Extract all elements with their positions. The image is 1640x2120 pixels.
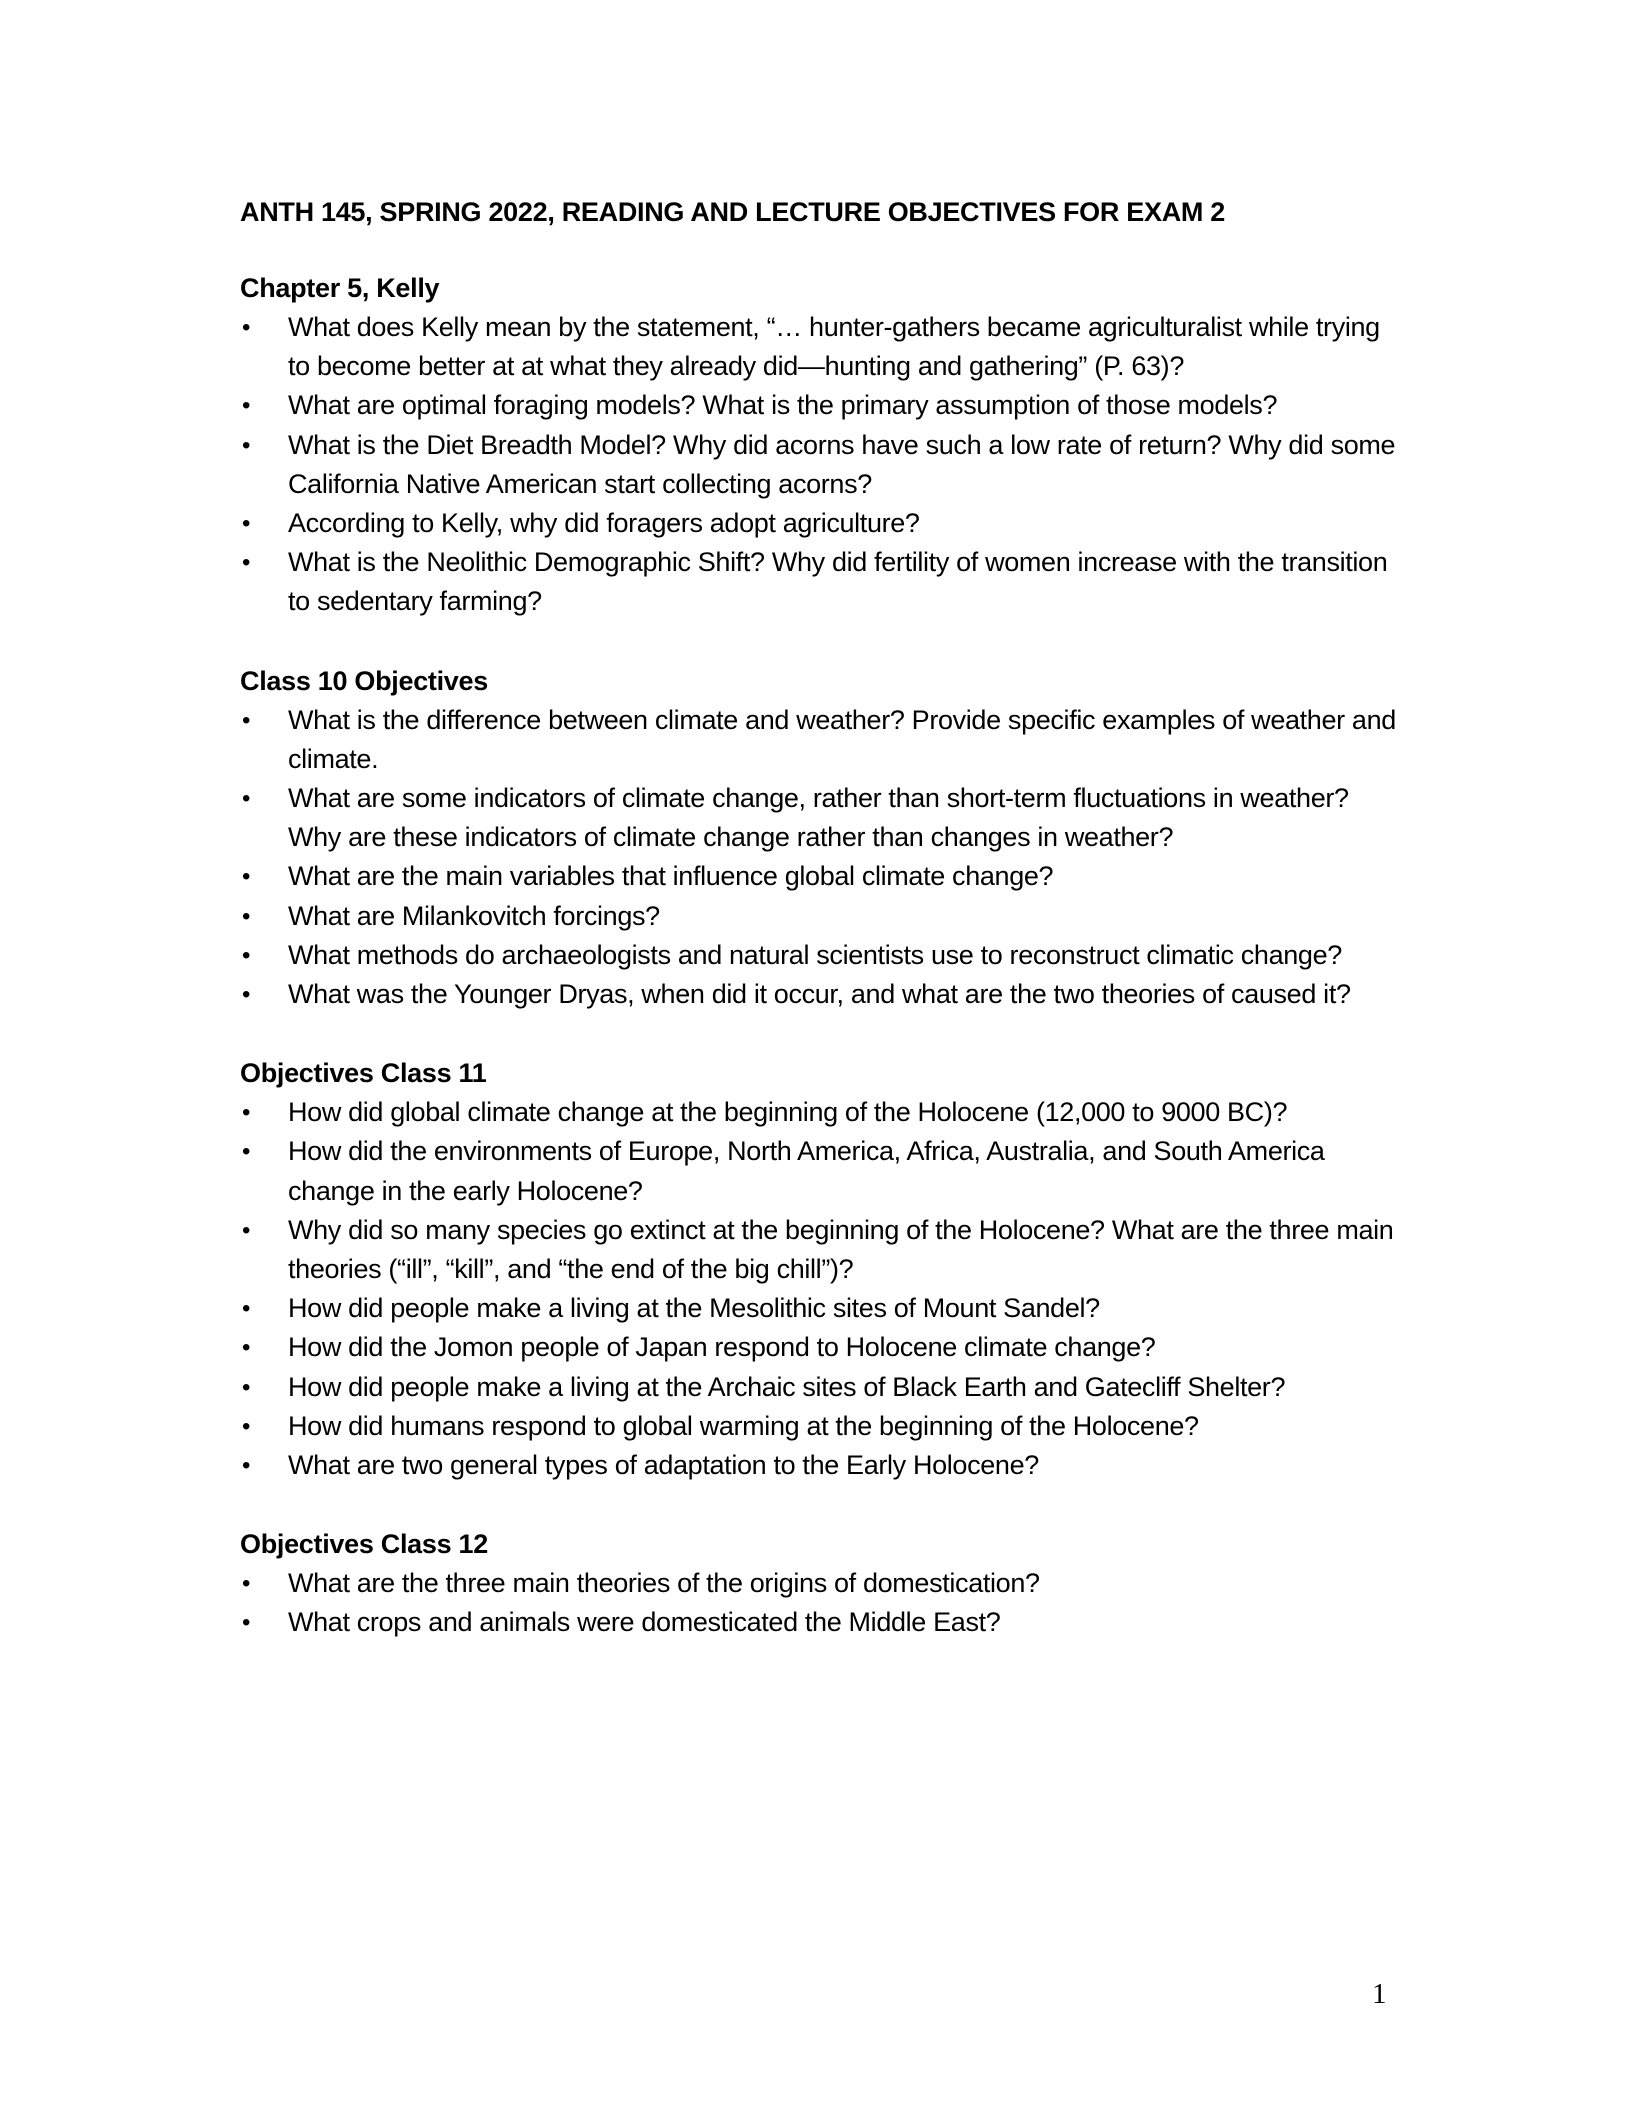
bullet-icon: • (242, 1570, 251, 1598)
objective-item (240, 1407, 1400, 1446)
page-number: 1 (1372, 1978, 1387, 2010)
objective-item (240, 857, 1400, 896)
objective-text: How did people make a living at the Mesolithic sites of Mount Sandel? (288, 1293, 1100, 1324)
section-heading: Chapter 5, Kelly (240, 273, 440, 303)
section-heading: Objectives Class 11 (240, 1058, 487, 1089)
objective-text: What is the Diet Breadth Model? Why did acorns have such a low rate of return? Why did some California Native American start collecting acorns? (288, 429, 1396, 499)
objective-item (240, 779, 1400, 857)
bullet-icon: • (242, 785, 251, 813)
bullet-icon: • (242, 1334, 251, 1362)
objectives-list (240, 308, 1400, 622)
bullet-icon: • (242, 706, 251, 734)
objective-item (240, 1289, 1400, 1328)
objective-text: How did the Jomon people of Japan respond to Holocene climate change? (288, 1332, 1156, 1363)
objective-item (240, 1564, 1400, 1603)
bullet-icon: • (242, 392, 251, 420)
bullet-icon: • (242, 1609, 251, 1637)
objective-item (240, 1328, 1400, 1367)
objective-item (240, 543, 1400, 621)
bullet-icon: • (242, 863, 251, 891)
objective-text: How did global climate change at the beginning of the Holocene (12,000 to 9000 BC)? (288, 1097, 1288, 1128)
section-heading: Objectives Class 12 (240, 1529, 488, 1560)
bullet-icon: • (242, 1216, 251, 1244)
document-body (240, 192, 1400, 1683)
bullet-icon: • (242, 549, 251, 577)
objectives-list (240, 701, 1400, 1015)
bullet-icon: • (242, 902, 251, 930)
bullet-icon: • (242, 1099, 251, 1127)
objective-text: What was the Younger Dryas, when did it occur, and what are the two theories of caused it? (288, 979, 1351, 1010)
objective-text: What are the three main theories of the origins of domestication? (288, 1568, 1040, 1599)
objective-text: According to Kelly, why did foragers adopt agriculture? (288, 508, 920, 539)
objective-text: What are some indicators of climate change, rather than short-term fluctuations in weather? Why are these indicators of climate change rather than changes in weather? (288, 783, 1349, 853)
objective-text: What are Milankovitch forcings? (288, 900, 660, 931)
bullet-icon: • (242, 981, 251, 1009)
objectives-section (240, 269, 1400, 622)
objective-text: How did the environments of Europe, North America, Africa, Australia, and South America change in the early Holocene? (288, 1136, 1325, 1206)
section-heading: Class 10 Objectives (240, 665, 488, 696)
objective-text: What are two general types of adaptation to the Early Holocene? (288, 1450, 1039, 1481)
objectives-section (240, 1525, 1400, 1642)
objective-item (240, 701, 1400, 779)
bullet-icon: • (242, 431, 251, 459)
bullet-icon: • (242, 314, 251, 341)
objectives-section (240, 1054, 1400, 1485)
objective-text: What methods do archaeologists and natural scientists use to reconstruct climatic change? (288, 939, 1342, 970)
bullet-icon: • (242, 941, 251, 969)
objective-text: How did humans respond to global warming at the beginning of the Holocene? (288, 1410, 1199, 1441)
bullet-icon: • (242, 510, 251, 538)
objective-item (240, 426, 1400, 504)
objective-item (240, 1132, 1400, 1210)
document-title: ANTH 145, SPRING 2022, READING AND LECTURE OBJECTIVES FOR EXAM 2 (240, 197, 1225, 227)
objective-text: What are optimal foraging models? What is the primary assumption of those models? (288, 390, 1278, 421)
bullet-icon: • (242, 1295, 251, 1323)
bullet-icon: • (242, 1138, 251, 1166)
objective-item (240, 386, 1400, 425)
objectives-section (240, 662, 1400, 1015)
objective-item (240, 1211, 1400, 1289)
objectives-list (240, 1564, 1400, 1642)
objective-text: What crops and animals were domesticated the Middle East? (288, 1607, 1001, 1638)
objective-item (240, 975, 1400, 1014)
objective-item (240, 308, 1400, 386)
objective-text: What is the Neolithic Demographic Shift? Why did fertility of women increase with the transition to sedentary farming? (288, 547, 1388, 617)
objective-text: How did people make a living at the Archaic sites of Black Earth and Gatecliff Shelter? (288, 1371, 1286, 1402)
bullet-icon: • (242, 1412, 251, 1440)
objective-item (240, 936, 1400, 975)
objective-text: What are the main variables that influence global climate change? (288, 861, 1054, 892)
objective-item (240, 1603, 1400, 1642)
sections-container (240, 269, 1400, 1643)
objective-text: What is the difference between climate and weather? Provide specific examples of weather and climate. (288, 704, 1396, 774)
objective-item (240, 1446, 1400, 1485)
bullet-icon: • (242, 1373, 251, 1401)
objective-item (240, 1093, 1400, 1132)
objective-text: Why did so many species go extinct at the beginning of the Holocene? What are the three main theories (“ill”, “kill”, and “the end of the big chill”)? (288, 1214, 1394, 1285)
objective-item (240, 504, 1400, 543)
objective-item (240, 897, 1400, 936)
objective-text: What does Kelly mean by the statement, “… hunter-gathers became agriculturalist while trying to become better at at what they already did—hunting and gathering” (P. 63)? (288, 312, 1380, 382)
objective-item (240, 1368, 1400, 1407)
bullet-icon: • (242, 1452, 251, 1480)
objectives-list (240, 1093, 1400, 1485)
